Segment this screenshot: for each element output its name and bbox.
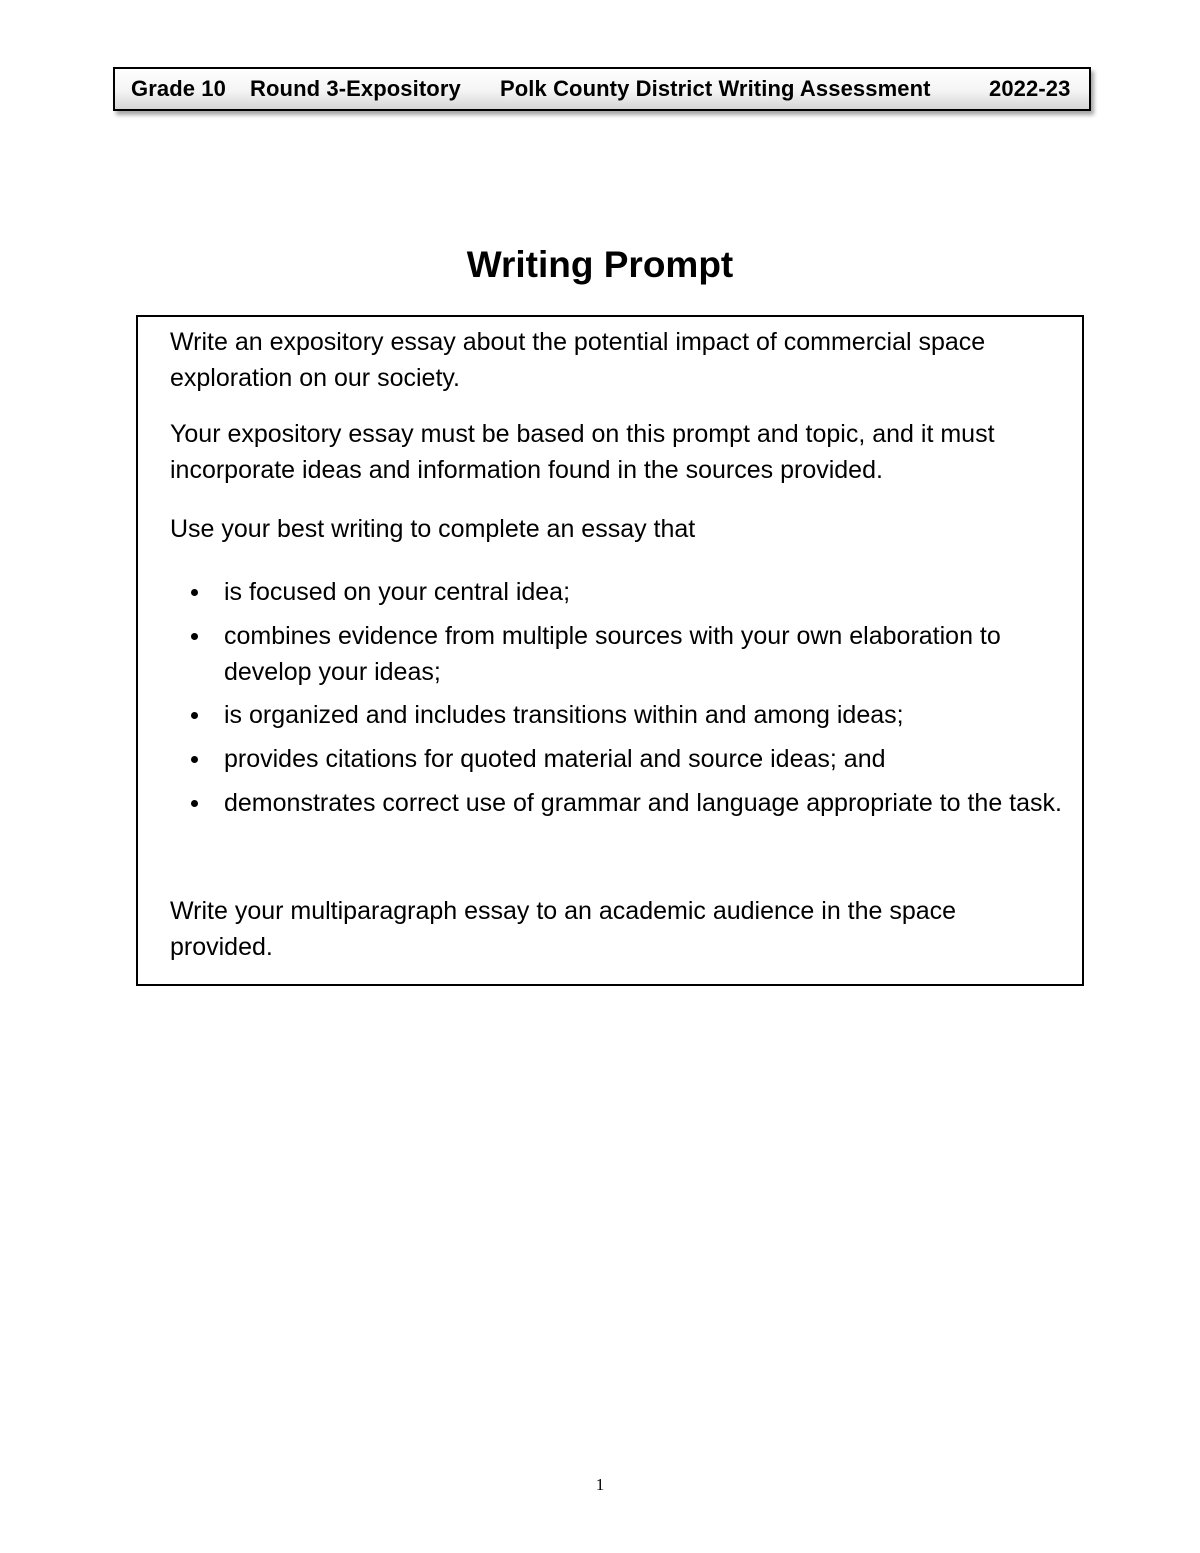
- prompt-intro: Write an expository essay about the potential impact of commercial space exploration on our society.: [170, 328, 986, 392]
- prompt-lead-in: Use your best writing to complete an essay that: [170, 515, 696, 543]
- list-item-text: combines evidence from multiple sources with your own elaboration to develop your ideas;: [224, 622, 1001, 686]
- bullet-icon: [191, 633, 198, 640]
- bullet-icon: [191, 756, 198, 763]
- list-item-text: is organized and includes transitions within and among ideas;: [224, 701, 904, 729]
- bullet-icon: [191, 800, 198, 807]
- list-item-text: provides citations for quoted material and source ideas; and: [224, 745, 886, 773]
- list-item: [224, 785, 1064, 821]
- list-item: [224, 741, 1064, 777]
- writing-prompt-box: [136, 315, 1084, 986]
- header-grade: Grade 10: [131, 76, 226, 101]
- list-item: [224, 697, 1064, 733]
- list-item-text: demonstrates correct use of grammar and language appropriate to the task.: [224, 789, 1062, 817]
- prompt-closing: Write your multiparagraph essay to an academic audience in the space provided.: [170, 897, 957, 961]
- list-item: [224, 618, 1064, 690]
- page-number: 1: [595, 1475, 605, 1494]
- header-year: 2022-23: [989, 76, 1071, 101]
- page-title: Writing Prompt: [466, 244, 734, 285]
- list-item-text: is focused on your central idea;: [224, 578, 571, 606]
- header-round: Round 3-Expository: [250, 76, 461, 101]
- assessment-header: [113, 67, 1091, 111]
- bullet-icon: [191, 712, 198, 719]
- bullet-icon: [191, 589, 198, 596]
- list-item: [224, 574, 1064, 610]
- header-district: Polk County District Writing Assessment: [500, 76, 931, 101]
- prompt-requirement: Your expository essay must be based on this prompt and topic, and it must incorporate ideas and information found in the sources provided.: [170, 420, 995, 484]
